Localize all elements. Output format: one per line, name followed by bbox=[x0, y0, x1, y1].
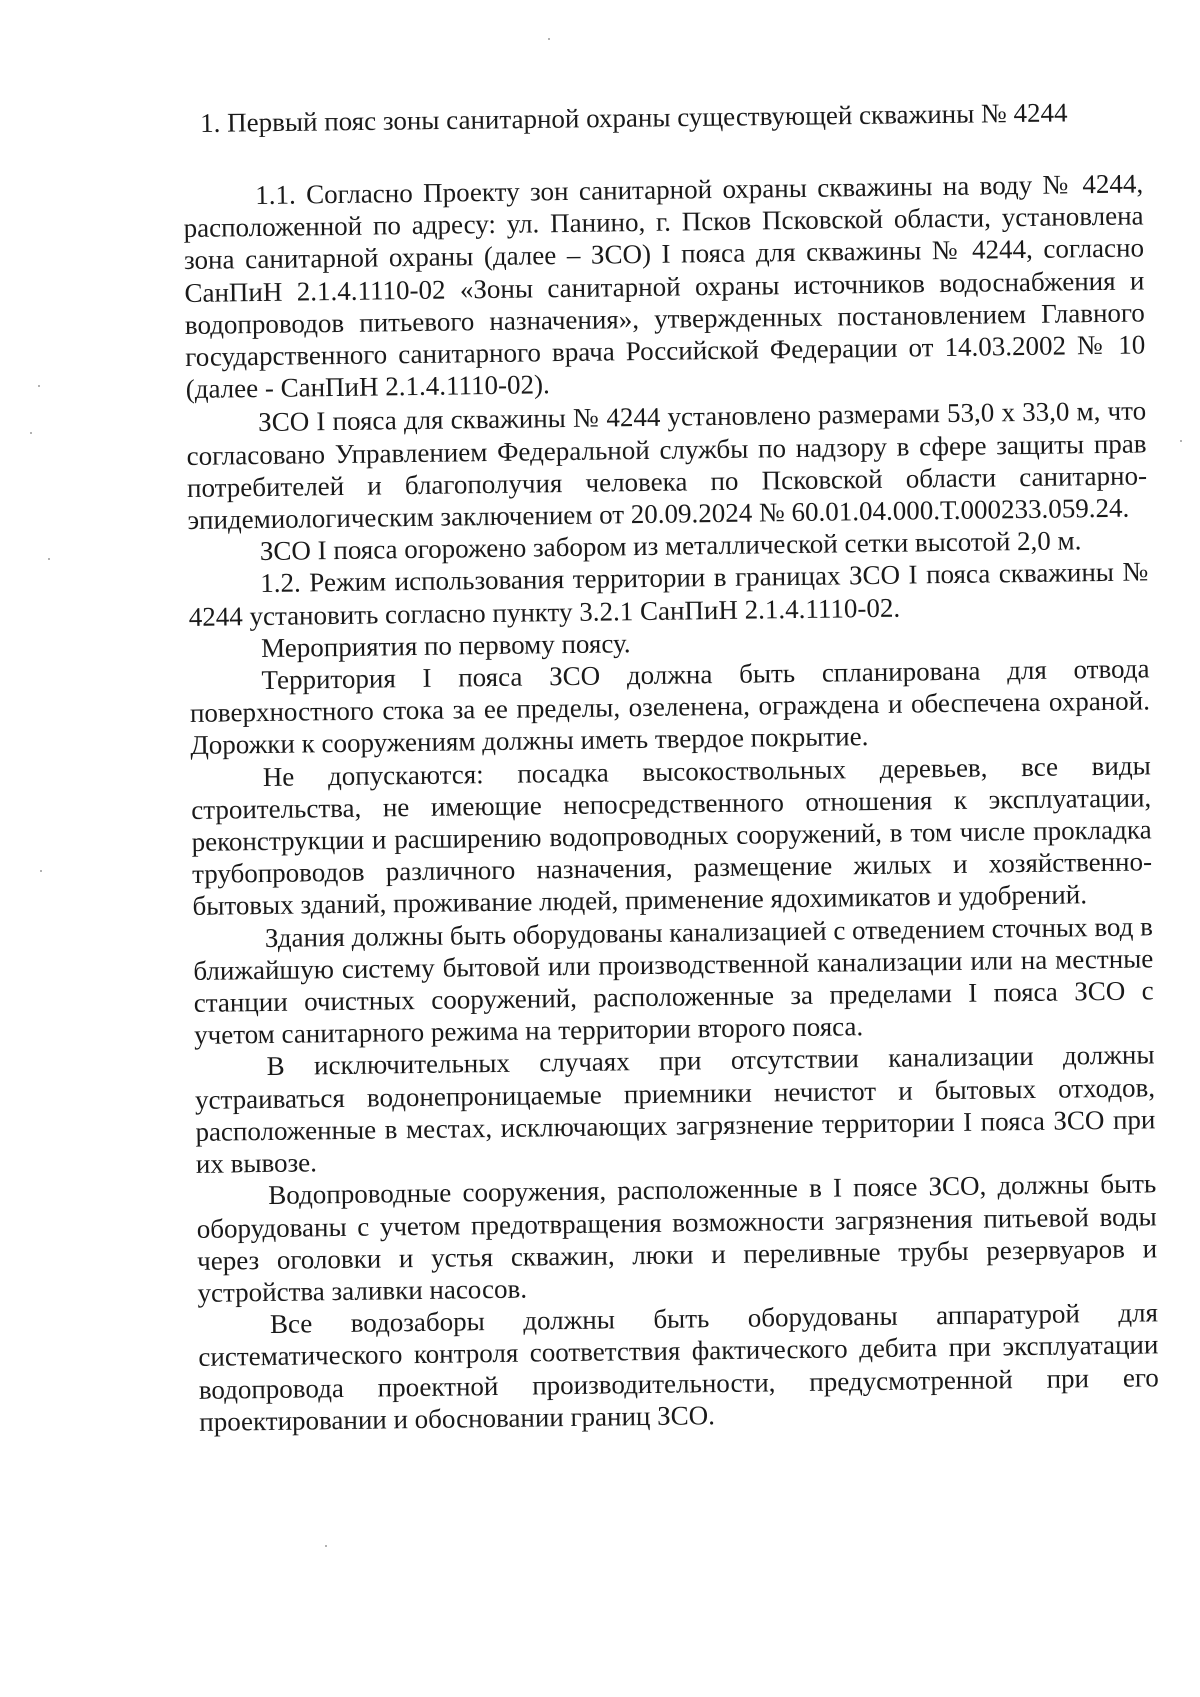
paragraph-water-intakes: Все водозаборы должны быть оборудованы аппаратурой для систематического контроля соответствия фактического дебита при эксплуатации водопровода проектной производительности, предусмотренной при его проектировании и обосновании границ ЗСО. bbox=[198, 1297, 1159, 1437]
scan-speck bbox=[30, 432, 32, 434]
scan-speck bbox=[1180, 440, 1182, 442]
scan-speck bbox=[548, 38, 550, 40]
paragraph-prohibitions: Не допускаются: посадка высокоствольных деревьев, все виды строительства, не имеющие непосредственного отношения к эксплуатации, реконструкции и расширению водопроводных сооружений, в том числе прокладка трубопроводов различного назначения, размещение жилых и хозяйственно-бытовых зданий, проживание людей, применение ядохимикатов и удобрений. bbox=[191, 750, 1153, 922]
scan-speck bbox=[325, 1545, 327, 1547]
paragraph-fence: ЗСО I пояса огорожено забором из металлической сетки высотой 2,0 м. bbox=[259, 525, 1082, 567]
paragraph-measures-title: Мероприятия по первому поясу. bbox=[260, 628, 631, 663]
scan-speck bbox=[48, 558, 50, 560]
paragraph-exceptional-cases: В исключительных случаях при отсутствии канализации должны устраиваться водонепроницаемые приемники нечистот и бытовых отходов, расположенные в местах, исключающих загрязнение территории I пояса ЗСО при их вывозе. bbox=[194, 1039, 1156, 1180]
paragraph-1-1: 1.1. Согласно Проекту зон санитарной охраны скважины на воду № 4244, расположенной по адресу: ул. Панино, г. Псков Псковской области, установлена зона санитарной охраны (далее – ЗСО) I пояса для скважины № 4244, согласно СанПиН 2.1.4.1110-02 «Зоны санитарной охраны источников водоснабжения и водопроводов питьевого назначения», утвержденных постановлением Главного государственного санитарного врача Российской Федерации от 14.03.2002 № 10 (далее - СанПиН 2.1.4.1110-02). bbox=[183, 168, 1146, 405]
paragraph-water-facilities: Водопроводные сооружения, расположенные в I поясе ЗСО, должны быть оборудованы с учетом предотвращения возможности загрязнения питьевой воды через оголовки и устья скважин, люки и переливные трубы резервуаров и устройства заливки насосов. bbox=[196, 1168, 1158, 1308]
paragraph-territory: Территория I пояса ЗСО должна быть спланирована для отвода поверхностного стока за ее пределы, озеленена, ограждена и обеспечена охраной. Дорожки к сооружениям должны иметь твердое покрытие. bbox=[189, 653, 1151, 761]
document-body bbox=[183, 167, 1159, 1437]
scan-speck bbox=[38, 385, 40, 387]
paragraph-sewerage: Здания должны быть оборудованы канализацией с отведением сточных вод в ближайшую систему бытовой или производственной канализации или на местные станции очистных сооружений, расположенные за пределами I пояса ЗСО с учетом санитарного режима на территории второго пояса. bbox=[193, 911, 1154, 1051]
scan-speck bbox=[40, 870, 42, 872]
paragraph-1-2: 1.2. Режим использования территории в границах ЗСО I пояса скважины № 4244 установить согласно пункту 3.2.1 СанПиН 2.1.4.1110-02. bbox=[188, 556, 1149, 632]
section-heading: 1. Первый пояс зоны санитарной охраны существующей скважины № 4244 bbox=[200, 97, 1068, 138]
paragraph-zso-size: ЗСО I пояса для скважины № 4244 установлено размерами 53,0 х 33,0 м, что согласовано Управлением Федеральной службы по надзору в сфере защиты прав потребителей и благополучия человека по Псковской области санитарно-эпидемиологическим заключением от 20.09.2024 № 60.01.04.000.Т.000233.059.24. bbox=[186, 395, 1148, 536]
